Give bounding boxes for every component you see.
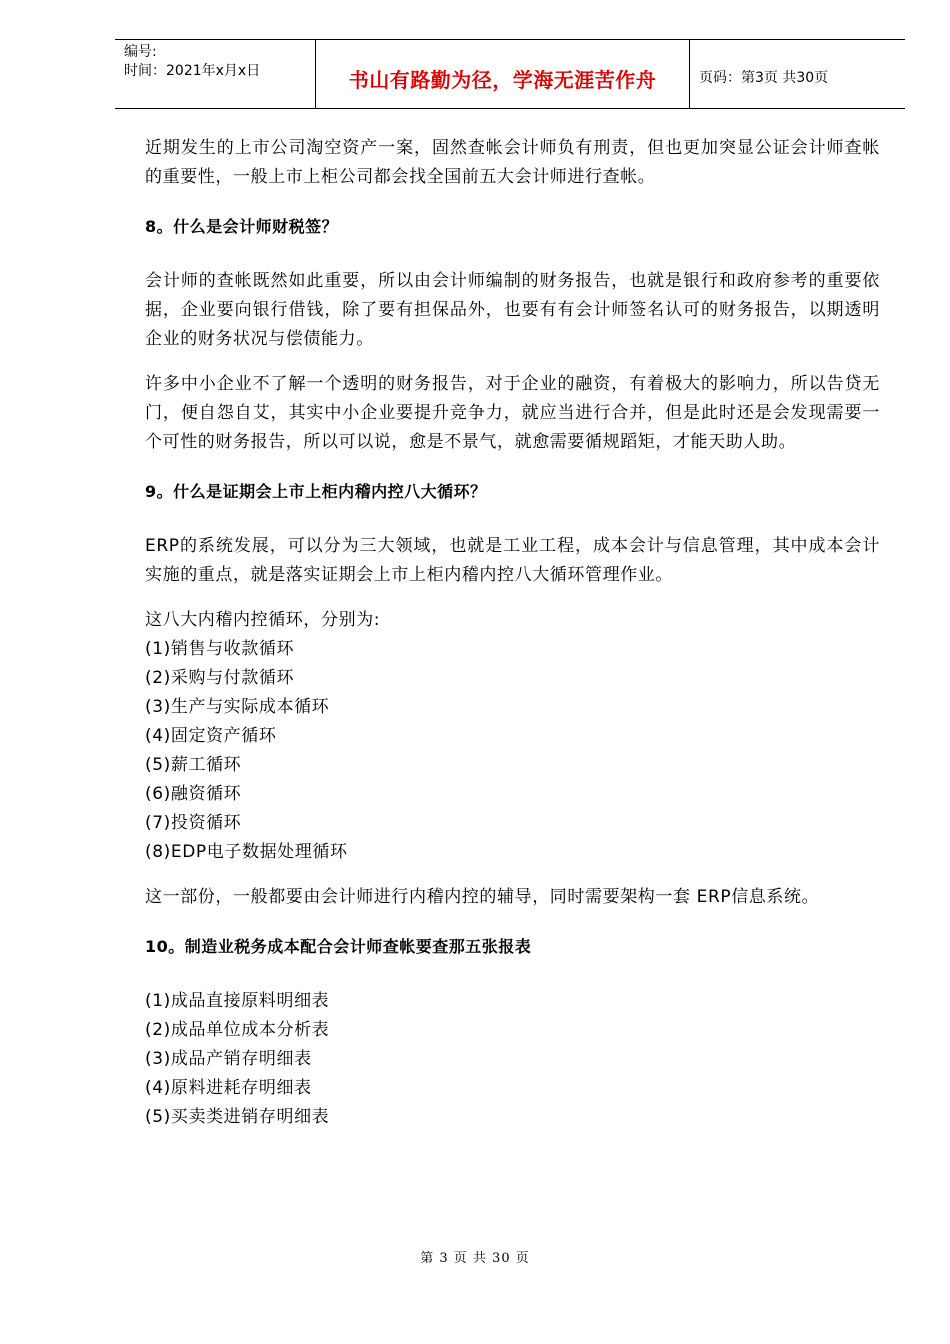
section-8-heading: 8。什么是会计师财税签？: [145, 217, 339, 236]
list-item: (4)固定资产循环: [145, 726, 277, 746]
document-body: [145, 134, 880, 1148]
list-item: (4)原料进耗存明细表: [145, 1078, 312, 1098]
page-header: [115, 39, 905, 109]
report-list: [145, 987, 880, 1132]
list-item: (1)销售与收款循环: [145, 639, 295, 659]
list-item: (5)薪工循环: [145, 755, 242, 775]
document-time-label: 时间：2021年x月x日: [124, 63, 261, 79]
list-item: (7)投资循环: [145, 813, 242, 833]
list-item: (2)成品单位成本分析表: [145, 1020, 330, 1040]
header-motto: 书山有路勤为径，学海无涯苦作舟: [348, 68, 657, 92]
section-8-paragraph: 许多中小企业不了解一个透明的财务报告，对于企业的融资，有着极大的影响力，所以告贷无门，便自怨自艾，其实中小企业要提升竞争力，就应当进行合并，但是此时还是会发现需要一个可性的财务报告，所以可以说，愈是不景气，就愈需要循规蹈矩，才能天助人助。: [145, 374, 880, 452]
list-item: (8)EDP电子数据处理循环: [145, 842, 348, 862]
intro-paragraph: 近期发生的上市公司淘空资产一案，固然查帐会计师负有刑责，但也更加突显公证会计师查帐的重要性，一般上市上柜公司都会找全国前五大会计师进行查帐。: [145, 138, 880, 187]
list-item: (5)买卖类进销存明细表: [145, 1107, 330, 1127]
internal-control-cycle-list: [145, 635, 880, 867]
section-9-heading: 9。什么是证期会上市上柜内稽内控八大循环？: [145, 482, 487, 501]
page-footer: 第 3 页 共 30 页: [420, 1251, 530, 1266]
section-9-paragraph: ERP的系统发展，可以分为三大领域，也就是工业工程，成本会计与信息管理，其中成本会计实施的重点，就是落实证期会上市上柜内稽内控八大循环管理作业。: [145, 536, 880, 585]
list-item: (3)成品产销存明细表: [145, 1049, 312, 1069]
list-item: (1)成品直接原料明细表: [145, 991, 330, 1011]
list-item: (3)生产与实际成本循环: [145, 697, 330, 717]
document-number-label: 编号:: [124, 44, 157, 60]
header-page-cell: [690, 40, 905, 108]
header-info-cell: [115, 40, 316, 108]
section-9-closing: 这一部份，一般都要由会计师进行内稽内控的辅导，同时需要架构一套 ERP信息系统。: [145, 887, 820, 907]
list-item: (2)采购与付款循环: [145, 668, 295, 688]
section-8-paragraph: 会计师的查帐既然如此重要，所以由会计师编制的财务报告，也就是银行和政府参考的重要依据，企业要向银行借钱，除了要有担保品外，也要有有会计师签名认可的财务报告，以期透明企业的财务状况与偿债能力。: [145, 271, 880, 349]
section-10-heading: 10。制造业税务成本配合会计师查帐要查那五张报表: [145, 937, 532, 956]
header-page-code: 页码：第3页 共30页: [699, 70, 829, 86]
section-9-list-intro: 这八大内稽内控循环，分别为:: [145, 610, 381, 630]
list-item: (6)融资循环: [145, 784, 242, 804]
header-motto-cell: [316, 40, 690, 108]
